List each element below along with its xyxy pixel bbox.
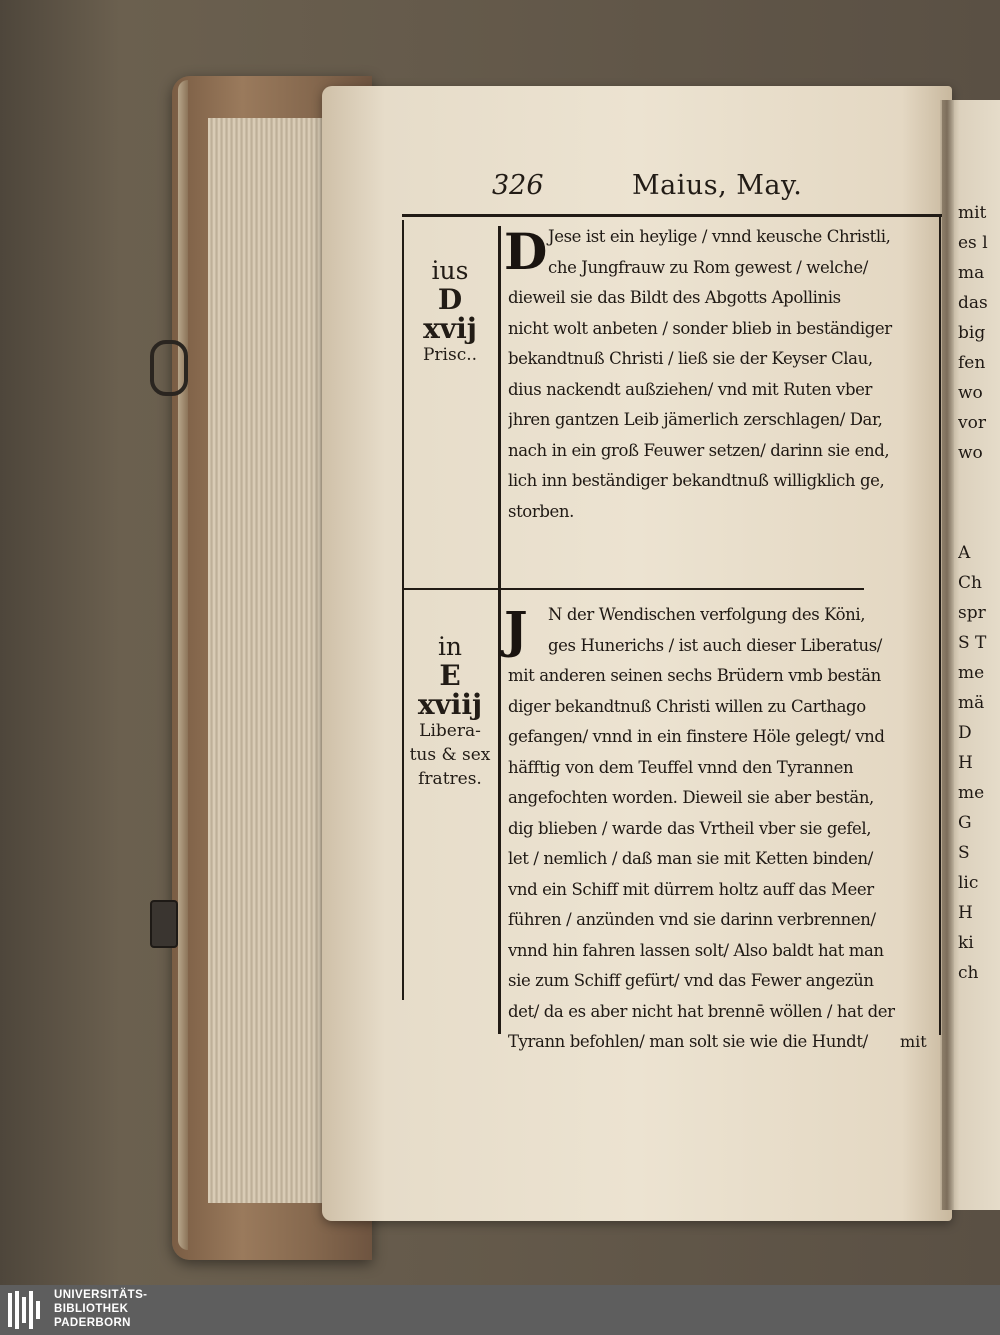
catchword: mit [900, 1032, 927, 1051]
text-line: dig blieben / warde das Vrtheil vber sie gefel, [508, 818, 872, 838]
next-page-fragment: ma [958, 263, 985, 283]
text-line: dieweil sie das Bildt des Abgotts Apollinis [508, 288, 841, 307]
text-line: diger bekandtnuß Christi willen zu Carthago [508, 696, 866, 716]
text-line: vnnd hin fahren lassen solt/ Also baldt hat man [508, 940, 884, 960]
drop-initial: D [504, 222, 548, 281]
library-name-line: BIBLIOTHEK [54, 1303, 129, 1315]
page-number: 326 [492, 170, 544, 201]
margin-note-name: Libera- [419, 721, 481, 741]
margin-note-line: in [437, 632, 463, 661]
text-line: jhren gantzen Leib jämerlich zerschlagen/ Dar, [508, 410, 883, 429]
margin-note-date: xviij [417, 688, 483, 721]
drop-initial: J [504, 600, 528, 659]
library-name-line: UNIVERSITÄTS- [54, 1289, 148, 1301]
running-head [492, 170, 822, 210]
text-line: nach in ein groß Feuwer setzen/ darinn sie end, [508, 440, 890, 460]
next-page-fragment: mä [958, 693, 985, 713]
text-line: gefangen/ vnnd in ein finstere Höle gelegt/ vnd [508, 727, 885, 746]
next-page-fragment: ki [958, 933, 974, 953]
text-line: führen / anzünden vnd sie darinn verbrennen/ [508, 910, 876, 929]
text-section [504, 222, 940, 527]
next-page-fragment: ch [958, 963, 979, 983]
next-page-fragment: wo [958, 443, 983, 463]
next-page-block [958, 198, 1000, 468]
margin-note [404, 256, 496, 367]
next-page-fragments [958, 198, 1000, 988]
next-page-fragment: Ch [958, 573, 982, 593]
margin-note-line: ius [431, 256, 469, 285]
text-line: N der Wendischen verfolgung des Köni, [548, 605, 866, 624]
next-page-fragment: H [958, 753, 973, 773]
text-line: angefochten worden. Dieweil sie aber bestän, [508, 788, 874, 807]
next-page-fragment: S T [958, 633, 987, 653]
margin-note-letter: D [437, 283, 463, 316]
next-page-fragment: lic [958, 873, 979, 893]
next-page-fragment: G [958, 813, 972, 833]
frame-rule-divider [402, 588, 864, 590]
text-line: dius nackendt außziehen/ vnd mit Ruten vber [508, 379, 872, 399]
text-line: nicht wolt anbeten / sonder blieb in beständiger [508, 318, 892, 338]
library-name [54, 1288, 147, 1330]
text-line: sie zum Schiff gefürt/ vnd das Fewer angezün [508, 971, 874, 990]
text-line: Jese ist ein heylige / vnnd keusche Christli, [548, 227, 891, 246]
text-line: det/ da es aber nicht hat brennē wöllen / hat der [508, 1001, 895, 1021]
text-line: vnd ein Schiff mit dürrem holtz auff das Meer [508, 879, 874, 899]
margin-note-name: Prisc.. [422, 345, 478, 365]
next-page-fragment: mit [958, 203, 987, 223]
margin-note-name: fratres. [418, 769, 482, 789]
frame-rule-top [402, 214, 942, 217]
margin-note-name: tus & sex [409, 745, 491, 765]
next-page-fragment: es l [958, 233, 988, 253]
next-page-fragment: me [958, 663, 985, 683]
next-page-fragment: spr [958, 603, 986, 623]
text-line: mit anderen seinen sechs Brüdern vmb bestän [508, 666, 881, 685]
clasp-pin-icon [150, 900, 178, 948]
text-line: storben. [508, 501, 574, 521]
next-page-fragment: vor [958, 413, 986, 433]
next-page-fragment: A [958, 543, 971, 563]
text-line: bekandtnuß Christi / ließ sie der Keyser Clau, [508, 349, 873, 368]
next-page-fragment: H [958, 903, 973, 923]
next-page-fragment: fen [958, 353, 986, 373]
next-page-fragment: D [958, 723, 972, 743]
text-line: let / nemlich / daß man sie mit Ketten binden/ [508, 849, 873, 868]
margin-note [404, 632, 496, 791]
next-page-fragment: wo [958, 383, 983, 403]
clasp-hook-icon [150, 340, 188, 396]
next-page-fragment: me [958, 783, 985, 803]
text-section [504, 600, 940, 1058]
text-line: Tyrann befohlen/ man solt sie wie die Hundt/ [508, 1032, 868, 1051]
next-page-fragment: das [958, 293, 988, 313]
library-name-line: PADERBORN [54, 1317, 131, 1329]
next-page-fragment: S [958, 843, 970, 863]
book-spine-edge [178, 80, 188, 1250]
next-page-block [958, 538, 1000, 988]
text-line: lich inn beständiger bekandtnuß willigklich ge, [508, 471, 885, 490]
margin-note-date: xvij [423, 312, 477, 345]
page-gutter [940, 100, 954, 1210]
text-line: ges Hunerichs / ist auch dieser Liberatus/ [548, 635, 882, 655]
next-page-fragment: big [958, 323, 986, 343]
footer-bar [0, 1285, 1000, 1335]
text-line: che Jungfrauw zu Rom gewest / welche/ [548, 257, 868, 277]
margin-note-letter: E [439, 659, 461, 692]
frame-rule-column [498, 226, 501, 1034]
text-line: häfftig von dem Teuffel vnnd den Tyrannen [508, 757, 854, 777]
library-logo-icon [6, 1289, 46, 1331]
page-title: Maius, May. [632, 170, 803, 201]
